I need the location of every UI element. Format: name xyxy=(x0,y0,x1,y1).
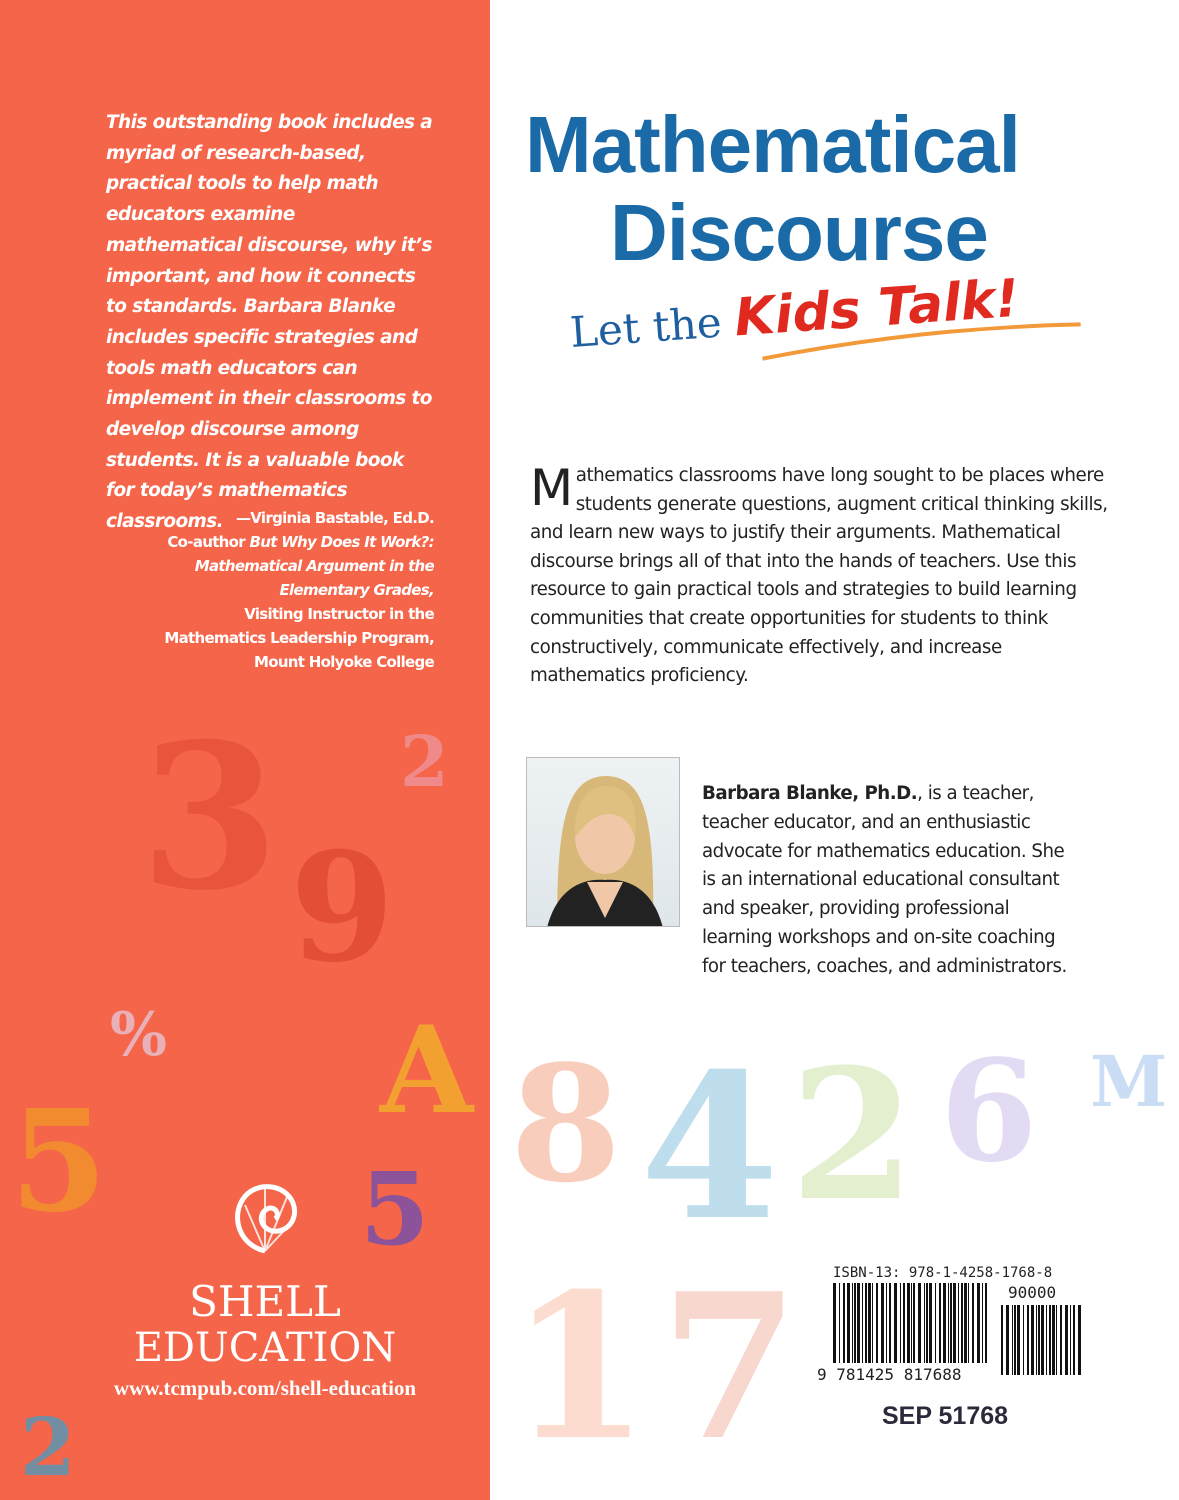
barcode-bar xyxy=(865,1283,867,1363)
barcode-bar xyxy=(907,1283,910,1363)
barcode-bar xyxy=(1060,1305,1062,1375)
barcode-bar xyxy=(1036,1305,1037,1375)
barcode-bars xyxy=(833,1283,988,1363)
decorative-letter: M xyxy=(1090,1040,1168,1123)
barcode-bar xyxy=(1041,1305,1044,1375)
barcode-bar xyxy=(1038,1305,1040,1375)
barcode-bar xyxy=(1065,1305,1068,1375)
publisher-logo xyxy=(90,1175,440,1401)
decorative-number: 1 xyxy=(510,1250,650,1485)
barcode-bar xyxy=(1014,1305,1016,1375)
barcode-bar xyxy=(839,1283,840,1363)
author-bio xyxy=(702,780,1082,982)
barcode-bar xyxy=(881,1283,884,1363)
decorative-number: 7 xyxy=(660,1250,800,1485)
barcode-bar xyxy=(968,1283,969,1363)
attribution-role: Mathematics Leadership Program, xyxy=(164,629,434,647)
barcode-bar xyxy=(1031,1305,1034,1375)
barcode-bar xyxy=(1052,1305,1055,1375)
decorative-number: 2 xyxy=(400,720,449,803)
barcode-bar xyxy=(972,1283,974,1363)
barcode-bar xyxy=(977,1283,980,1363)
barcode-bar xyxy=(958,1283,959,1363)
barcode-bar xyxy=(929,1283,932,1363)
isbn-barcode xyxy=(803,1259,1093,1387)
barcode-bar xyxy=(847,1283,850,1363)
barcode-bar xyxy=(1070,1305,1071,1375)
barcode-bar xyxy=(918,1283,921,1363)
decorative-number: 2 xyxy=(20,1400,76,1494)
attribution-role: Mount Holyoke College xyxy=(253,653,434,671)
drop-cap: M xyxy=(530,459,573,517)
barcode-bar xyxy=(868,1283,871,1363)
barcode-bar xyxy=(950,1283,952,1363)
author-bio-text: , is a teacher, teacher educator, and an enthusiastic advocate for mathematics education. She is an international educational consultant and speaker, providing professional learning workshops and on-site coaching for teachers, coaches, and administrators. xyxy=(702,783,1067,977)
decorative-number: 6 xyxy=(940,1030,1038,1194)
product-code: SEP 51768 xyxy=(882,1402,1009,1430)
barcode-bar xyxy=(843,1283,845,1363)
author-name: Barbara Blanke, Ph.D. xyxy=(702,783,918,804)
barcode-bar xyxy=(1027,1305,1029,1375)
barcode-bar xyxy=(857,1283,860,1363)
barcode-bar xyxy=(985,1283,987,1363)
barcode-bar xyxy=(894,1283,897,1363)
endorsement-quote: This outstanding book includes a myriad of research-based, practical tools to help math educators examine mathematical discourse, why it’s important, and how it connects to standards. Barbara Blanke includes specific strategies and tools math educators can implement in their classrooms to develop discourse among students. It is a valuable book for today’s mathematics classrooms. xyxy=(106,112,433,533)
subtitle-highlight: Kids Talk! xyxy=(732,268,1021,349)
barcode-bar xyxy=(852,1283,853,1363)
barcode-bar xyxy=(1006,1305,1009,1375)
barcode-bar xyxy=(876,1283,878,1363)
barcode-bar xyxy=(903,1283,905,1363)
description-text: athematics classrooms have long sought to be places where students generate questions, augment critical thinking skills, and learn new ways to justify their arguments. Mathematical discourse brings all of that into the hands of teachers. Use this resource to gain practical tools and strategies to build learning communities that create opportunities for students to think constructively, communicate effectively, and increase mathematics proficiency. xyxy=(530,465,1108,687)
book-title: But Why Does It Work?: xyxy=(249,533,434,551)
barcode-bar xyxy=(953,1283,956,1363)
book-title-line2: Discourse xyxy=(610,188,988,277)
decorative-number: 4 xyxy=(640,1030,780,1265)
barcode-bar xyxy=(1023,1305,1024,1375)
barcode-bar xyxy=(862,1283,863,1363)
book-title: Elementary Grades, xyxy=(279,581,434,599)
nautilus-shell-icon xyxy=(225,1175,305,1255)
barcode-bar xyxy=(1078,1305,1081,1375)
barcode-bar xyxy=(872,1283,873,1363)
author-portrait xyxy=(527,758,680,927)
barcode-bar xyxy=(854,1283,856,1363)
attribution-coauthor xyxy=(164,530,434,554)
book-description xyxy=(530,459,1120,691)
decorative-number: 9 xyxy=(290,820,395,996)
barcode-bar xyxy=(889,1283,891,1363)
barcode-bar xyxy=(886,1283,887,1363)
barcode-bar xyxy=(1073,1305,1075,1375)
barcode-bar xyxy=(911,1283,912,1363)
price-code: 90000 xyxy=(1008,1283,1057,1302)
barcode-bar xyxy=(961,1283,963,1363)
endorsement-attribution xyxy=(164,506,434,674)
publisher-url: www.tcmpub.com/shell-education xyxy=(113,1376,417,1400)
price-barcode-bars xyxy=(1001,1305,1081,1375)
barcode-bar xyxy=(1012,1305,1013,1375)
barcode-bar xyxy=(1056,1305,1057,1375)
attribution-name: —Virginia Bastable, Ed.D. xyxy=(235,509,434,527)
barcode-bar xyxy=(948,1283,949,1363)
subtitle-part: Let the xyxy=(568,296,737,358)
author-photo xyxy=(526,757,680,927)
decorative-number: 2 xyxy=(790,1030,916,1241)
left-panel xyxy=(0,0,490,1500)
barcode-bar xyxy=(964,1283,967,1363)
barcode-bar xyxy=(943,1283,946,1363)
barcode-bar xyxy=(1017,1305,1020,1375)
barcode-bar xyxy=(935,1283,936,1363)
barcode-bar xyxy=(1046,1305,1047,1375)
barcode-bar xyxy=(1049,1305,1051,1375)
barcode-bar xyxy=(939,1283,941,1363)
decorative-number: 3 xyxy=(140,700,280,935)
publisher-name: EDUCATION xyxy=(133,1325,397,1371)
barcode-bar xyxy=(924,1283,925,1363)
barcode-bar xyxy=(913,1283,915,1363)
barcode-number: 9 781425 817688 xyxy=(817,1365,962,1384)
barcode-bar xyxy=(926,1283,928,1363)
decorative-number: 8 xyxy=(510,1030,622,1218)
coauthor-prefix: Co-author xyxy=(167,533,250,551)
barcode-bar xyxy=(982,1283,983,1363)
book-title: Mathematical Argument in the xyxy=(194,557,434,575)
barcode-bar xyxy=(900,1283,901,1363)
decorative-number: 5 xyxy=(10,1080,108,1244)
isbn-label: ISBN-13: 978-1-4258-1768-8 xyxy=(833,1265,1053,1281)
book-title-line1: Mathematical xyxy=(525,100,1020,189)
barcode-bar xyxy=(1001,1305,1003,1375)
attribution-role: Visiting Instructor in the xyxy=(244,605,434,623)
decorative-number: 5 xyxy=(360,1150,430,1268)
decorative-symbol: % xyxy=(110,1000,168,1070)
publisher-name: SHELL xyxy=(189,1277,341,1326)
decorative-letter: A xyxy=(380,1000,474,1141)
barcode-bar xyxy=(833,1283,836,1363)
